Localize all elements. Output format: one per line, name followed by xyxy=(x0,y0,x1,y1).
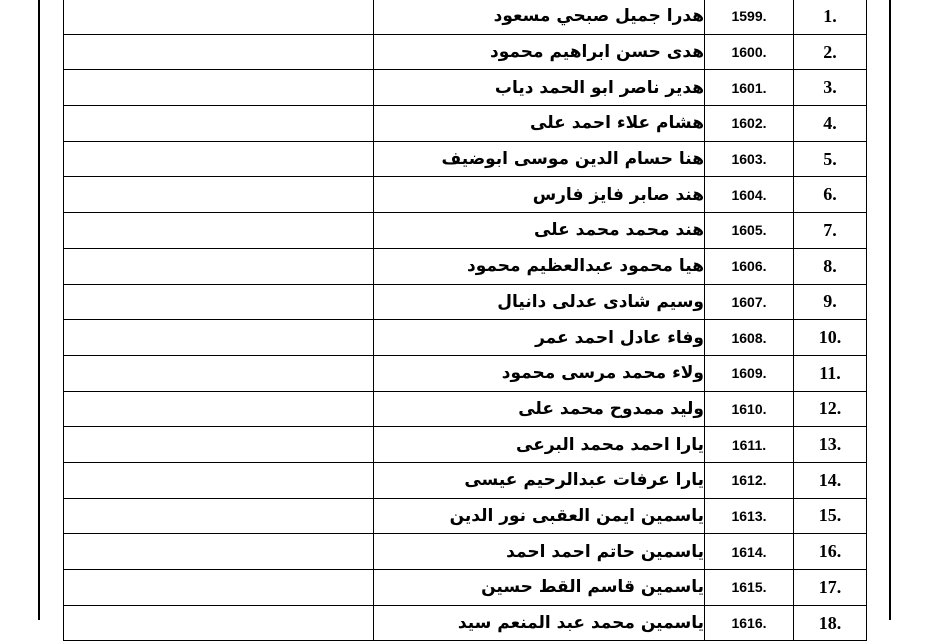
row-number-cell: 1. xyxy=(794,0,867,34)
notes-cell xyxy=(64,248,374,284)
table-row xyxy=(64,320,867,356)
row-number-cell: 12. xyxy=(794,391,867,427)
student-code-cell: 1605. xyxy=(705,213,794,249)
notes-cell xyxy=(64,605,374,641)
student-name-cell: يارا احمد محمد البرعى xyxy=(374,427,705,463)
student-code-cell: 1611. xyxy=(705,427,794,463)
table-row xyxy=(64,106,867,142)
row-number-cell: 9. xyxy=(794,284,867,320)
notes-cell xyxy=(64,70,374,106)
notes-cell xyxy=(64,213,374,249)
row-number-cell: 13. xyxy=(794,427,867,463)
student-code-cell: 1613. xyxy=(705,498,794,534)
notes-cell xyxy=(64,498,374,534)
student-code-cell: 1614. xyxy=(705,534,794,570)
notes-cell xyxy=(64,534,374,570)
page-border-left xyxy=(38,0,40,620)
student-name-cell: هند محمد محمد على xyxy=(374,213,705,249)
roster-body xyxy=(64,0,867,641)
student-name-cell: ياسمين حاتم احمد احمد xyxy=(374,534,705,570)
row-number-cell: 5. xyxy=(794,141,867,177)
notes-cell xyxy=(64,0,374,34)
table-row xyxy=(64,177,867,213)
student-name-cell: ياسمين محمد عبد المنعم سيد xyxy=(374,605,705,641)
student-name-cell: هند صابر فايز فارس xyxy=(374,177,705,213)
notes-cell xyxy=(64,570,374,606)
student-name-cell: هدرا جميل صبحي مسعود xyxy=(374,0,705,34)
student-code-cell: 1600. xyxy=(705,34,794,70)
student-name-cell: ياسمين قاسم القط حسين xyxy=(374,570,705,606)
row-number-cell: 4. xyxy=(794,106,867,142)
student-code-cell: 1615. xyxy=(705,570,794,606)
row-number-cell: 15. xyxy=(794,498,867,534)
notes-cell xyxy=(64,284,374,320)
student-code-cell: 1607. xyxy=(705,284,794,320)
student-code-cell: 1601. xyxy=(705,70,794,106)
student-name-cell: هيا محمود عبدالعظيم محمود xyxy=(374,248,705,284)
notes-cell xyxy=(64,391,374,427)
table-row xyxy=(64,248,867,284)
table-row xyxy=(64,213,867,249)
student-roster-table xyxy=(63,0,867,641)
student-name-cell: ياسمين ايمن العقبى نور الدين xyxy=(374,498,705,534)
student-name-cell: هدى حسن ابراهيم محمود xyxy=(374,34,705,70)
table-row xyxy=(64,498,867,534)
student-name-cell: يارا عرفات عبدالرحيم عيسى xyxy=(374,462,705,498)
student-code-cell: 1608. xyxy=(705,320,794,356)
row-number-cell: 6. xyxy=(794,177,867,213)
notes-cell xyxy=(64,427,374,463)
student-code-cell: 1612. xyxy=(705,462,794,498)
notes-cell xyxy=(64,320,374,356)
page-border-right xyxy=(889,0,891,620)
student-code-cell: 1599. xyxy=(705,0,794,34)
student-name-cell: هشام علاء احمد على xyxy=(374,106,705,142)
student-code-cell: 1609. xyxy=(705,355,794,391)
table-row xyxy=(64,34,867,70)
row-number-cell: 10. xyxy=(794,320,867,356)
table-row xyxy=(64,605,867,641)
table-row xyxy=(64,462,867,498)
notes-cell xyxy=(64,106,374,142)
notes-cell xyxy=(64,141,374,177)
student-name-cell: هدير ناصر ابو الحمد دياب xyxy=(374,70,705,106)
row-number-cell: 3. xyxy=(794,70,867,106)
row-number-cell: 2. xyxy=(794,34,867,70)
student-code-cell: 1604. xyxy=(705,177,794,213)
row-number-cell: 14. xyxy=(794,462,867,498)
student-name-cell: وليد ممدوح محمد على xyxy=(374,391,705,427)
table-row xyxy=(64,570,867,606)
table-row xyxy=(64,427,867,463)
student-code-cell: 1610. xyxy=(705,391,794,427)
student-code-cell: 1616. xyxy=(705,605,794,641)
student-code-cell: 1606. xyxy=(705,248,794,284)
student-name-cell: وفاء عادل احمد عمر xyxy=(374,320,705,356)
row-number-cell: 11. xyxy=(794,355,867,391)
notes-cell xyxy=(64,355,374,391)
table-row xyxy=(64,355,867,391)
row-number-cell: 7. xyxy=(794,213,867,249)
student-name-cell: وسيم شادى عدلى دانيال xyxy=(374,284,705,320)
table-row xyxy=(64,70,867,106)
table-row xyxy=(64,391,867,427)
student-name-cell: ولاء محمد مرسى محمود xyxy=(374,355,705,391)
row-number-cell: 18. xyxy=(794,605,867,641)
row-number-cell: 17. xyxy=(794,570,867,606)
table-row xyxy=(64,284,867,320)
notes-cell xyxy=(64,177,374,213)
student-code-cell: 1603. xyxy=(705,141,794,177)
student-name-cell: هنا حسام الدين موسى ابوضيف xyxy=(374,141,705,177)
notes-cell xyxy=(64,34,374,70)
table-row xyxy=(64,534,867,570)
table-row xyxy=(64,0,867,34)
row-number-cell: 16. xyxy=(794,534,867,570)
student-code-cell: 1602. xyxy=(705,106,794,142)
row-number-cell: 8. xyxy=(794,248,867,284)
table-row xyxy=(64,141,867,177)
notes-cell xyxy=(64,462,374,498)
